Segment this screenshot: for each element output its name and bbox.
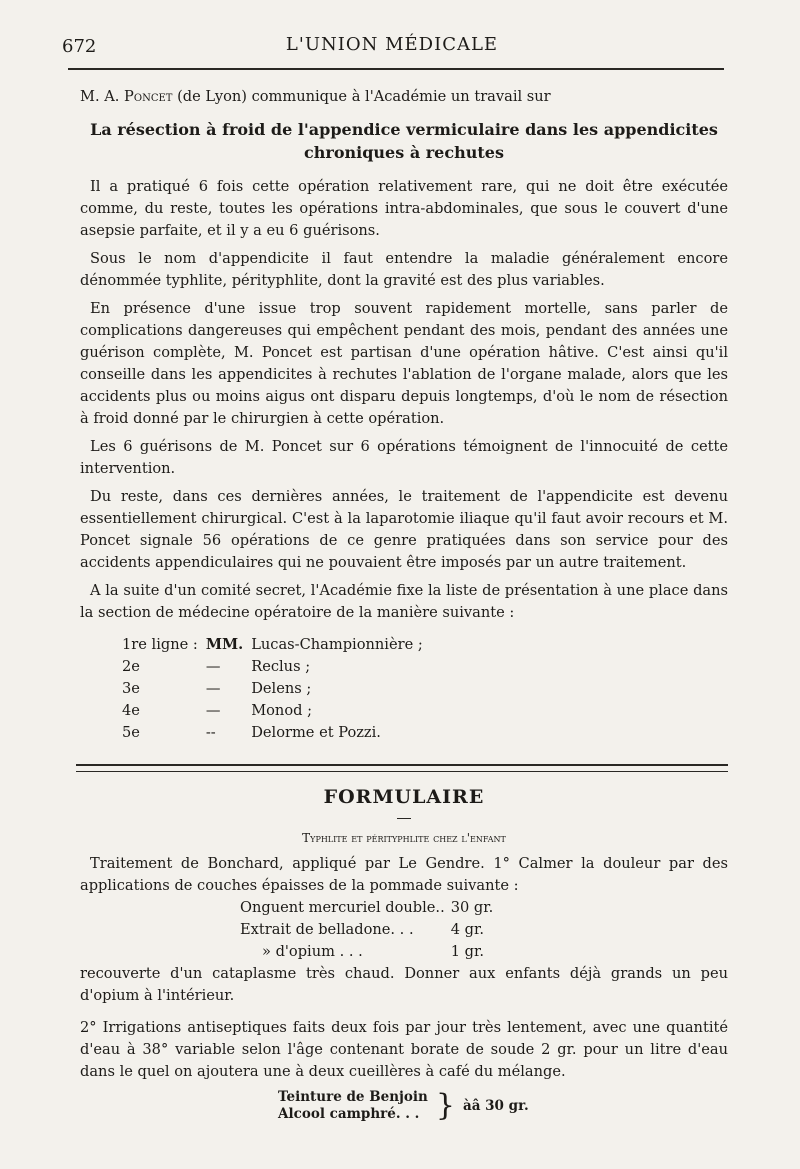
treatment-followup: recouverte d'un cataplasme très chaud. Donner aux enfants déjà grands un peu d'opium à l'intérieur. <box>80 965 728 1004</box>
rank-prefix: — <box>205 658 221 675</box>
section-title: FORMULAIRE <box>323 786 485 808</box>
treatment-intro: Traitement de Bonchard, appliqué par Le Gendre. 1° Calmer la douleur par des applications de couches épaisses de la pommade suivante : <box>80 855 728 894</box>
page-header <box>62 30 722 62</box>
rank-label: 1re ligne : <box>122 636 198 653</box>
list-item <box>122 722 431 744</box>
section-divider <box>76 764 728 772</box>
intro-prefix: M. A. <box>80 88 125 105</box>
recipe-row <box>240 897 499 919</box>
paragraph: Du reste, dans ces dernières années, le traitement de l'appendicite est devenu essentiellement chirurgical. C'est à la laparotomie iliaque qu'il faut avoir recours et M. Poncet signale 56 opérations de ce genre pratiquées dans son service pour des accidents appendiculaires qui ne pouvaient être imposés par un autre traitement. <box>80 488 728 571</box>
rank-names: Reclus ; <box>251 658 311 675</box>
presentation-list <box>122 634 431 744</box>
recipe-row <box>240 941 499 963</box>
rank-names: Lucas-Championnière ; <box>251 636 423 653</box>
mixture-item: Alcool camphré. . . <box>278 1106 420 1122</box>
rank-prefix: MM. <box>205 636 244 653</box>
recipe-qty: 1 gr. <box>450 943 484 960</box>
article-title <box>80 118 728 164</box>
intro-suffix: (de Lyon) communique à l'Académie un travail sur <box>172 88 551 105</box>
header-rule <box>68 68 724 70</box>
rank-names: Delens ; <box>251 680 312 697</box>
brace-symbol: } <box>435 1088 455 1123</box>
rank-prefix: -- <box>205 724 216 741</box>
recipe-row <box>240 919 499 941</box>
mixture-dose: àâ 30 gr. <box>462 1097 529 1114</box>
mixture-item: Teinture de Benjoin <box>278 1089 428 1105</box>
list-item <box>122 634 431 656</box>
rank-label: 3e <box>122 680 140 697</box>
list-item <box>122 678 431 700</box>
intro-author-name: Poncet <box>124 88 173 105</box>
running-title: L'UNION MÉDICALE <box>285 34 499 55</box>
rank-names: Monod ; <box>251 702 313 719</box>
mixture-items <box>278 1089 428 1123</box>
rank-prefix: — <box>205 702 221 719</box>
rank-label: 4e <box>122 702 140 719</box>
article-intro <box>80 86 728 108</box>
title-dash <box>397 818 411 819</box>
recipe-table <box>240 897 499 963</box>
article-body <box>80 86 728 744</box>
mixture-block <box>278 1089 728 1123</box>
article-title-line-1: La résection à froid de l'appendice vermiculaire dans les appendicites <box>90 120 718 139</box>
paragraph: Sous le nom d'appendicite il faut entendre la maladie généralement encore dénommée typhlite, pérityphlite, dont la gravité est des plus variables. <box>80 250 728 289</box>
recipe-qty: 30 gr. <box>450 899 494 916</box>
rank-label: 5e <box>122 724 140 741</box>
list-item <box>122 656 431 678</box>
page-number: 672 <box>62 36 97 57</box>
formulaire-section <box>80 786 728 1123</box>
article-title-line-2: chroniques à rechutes <box>304 143 504 162</box>
irrigation-paragraph: 2° Irrigations antiseptiques faits deux fois par jour très lentement, avec une quantité d'eau à 38° variable selon l'âge contenant borate de soude 2 gr. pour un litre d'eau dans le quel on ajoutera une à deux cueillères à café du mélange. <box>80 1019 728 1080</box>
recipe-item: Extrait de belladone. . . <box>240 921 414 938</box>
section-subtitle: Typhlite et pérityphlite chez l'enfant <box>302 831 506 845</box>
recipe-item: » d'opium . . . <box>262 943 363 960</box>
paragraph: Les 6 guérisons de M. Poncet sur 6 opérations témoignent de l'innocuité de cette intervention. <box>80 438 728 477</box>
list-item <box>122 700 431 722</box>
paragraph: A la suite d'un comité secret, l'Académie fixe la liste de présentation à une place dans la section de médecine opératoire de la manière suivante : <box>80 582 728 621</box>
paragraph: Il a pratiqué 6 fois cette opération relativement rare, qui ne doit être exécutée comme, du reste, toutes les opérations intra-abdominales, que sous le couvert d'une asepsie parfaite, et il y a eu 6 guérisons. <box>80 178 728 239</box>
rank-label: 2e <box>122 658 140 675</box>
rank-prefix: — <box>205 680 221 697</box>
recipe-item: Onguent mercuriel double.. <box>240 899 445 916</box>
paragraph: En présence d'une issue trop souvent rapidement mortelle, sans parler de complications dangereuses qui empêchent pendant des mois, pendant des années une guérison complète, M. Poncet est partisan d'une opération hâtive. C'est ainsi qu'il conseille dans les appendicites à rechutes l'ablation de l'organe malade, alors que les accidents plus ou moins aigus ont disparu depuis longtemps, d'où le nom de résection à froid donné par le chirurgien à cette opération. <box>80 300 728 427</box>
rank-names: Delorme et Pozzi. <box>251 724 381 741</box>
recipe-qty: 4 gr. <box>450 921 484 938</box>
